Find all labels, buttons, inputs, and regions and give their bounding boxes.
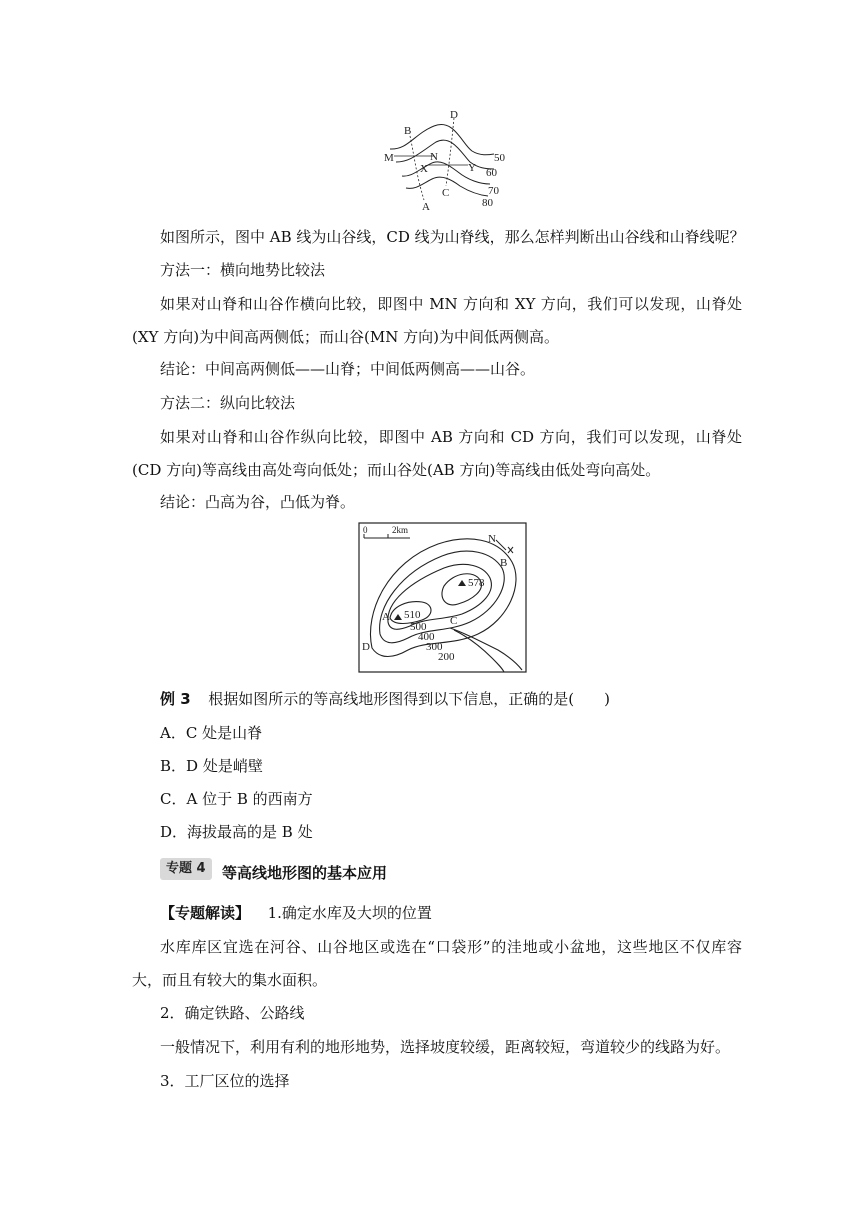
contour-label-80: 80 xyxy=(482,197,493,209)
example-label: 例 3 xyxy=(160,690,191,708)
topic-title: 等高线地形图的基本应用 xyxy=(222,864,388,882)
example-question xyxy=(160,688,770,710)
contour-label-500: 500 xyxy=(410,621,427,633)
contour-label-400: 400 xyxy=(418,631,435,643)
label-y: Y xyxy=(468,162,476,174)
contour-label-50: 50 xyxy=(494,152,505,164)
item2-title: 2．确定铁路、公路线 xyxy=(160,1004,305,1022)
contour-figure-ridge-valley xyxy=(376,104,526,216)
option-d: D．海拔最高的是 B 处 xyxy=(160,823,313,841)
label-m: M xyxy=(384,152,394,164)
example-question-text: 根据如图所示的等高线地形图得到以下信息，正确的是( ) xyxy=(208,690,610,708)
method2-title: 方法二：纵向比较法 xyxy=(160,394,296,412)
scale-zero: 0 xyxy=(363,525,368,535)
label-c: C xyxy=(442,187,450,199)
label-d-map: D xyxy=(362,641,370,653)
label-n-map: N xyxy=(488,533,496,545)
label-peak-578: 578 xyxy=(468,577,485,589)
label-d: D xyxy=(450,109,458,121)
label-n: N xyxy=(430,151,438,163)
label-peak-510: 510 xyxy=(404,609,421,621)
item1-title: 1.确定水库及大坝的位置 xyxy=(267,904,432,922)
conclusion1: 结论：中间高两侧低——山脊；中间低两侧高——山谷。 xyxy=(160,360,536,378)
contour-label-70: 70 xyxy=(488,185,499,197)
option-b: B．D 处是峭壁 xyxy=(160,757,263,775)
label-b: B xyxy=(404,125,412,137)
topic-badge: 专题 4 xyxy=(160,858,212,880)
item2-body: 一般情况下，利用有利的地形地势，选择坡度较缓，距离较短，弯道较少的线路为好。 xyxy=(160,1038,731,1056)
ridge-line-cd xyxy=(446,118,454,186)
label-a-map: A xyxy=(382,611,390,623)
scale-label: 2km xyxy=(392,525,409,535)
topic-reading xyxy=(160,902,770,924)
label-b-map: B xyxy=(500,557,508,569)
method1-title: 方法一：横向地势比较法 xyxy=(160,261,326,279)
reading-label: 【专题解读】 xyxy=(160,904,251,922)
conclusion2: 结论：凸高为谷，凸低为脊。 xyxy=(160,493,356,511)
label-x: X xyxy=(420,163,428,175)
option-a: A．C 处是山脊 xyxy=(160,724,263,742)
label-a: A xyxy=(422,201,430,213)
topographic-map-figure xyxy=(358,522,528,674)
label-c-map: C xyxy=(450,615,458,627)
contour-label-300: 300 xyxy=(426,641,443,653)
paragraph-intro: 如图所示，图中 AB 线为山谷线，CD 线为山脊线，那么怎样判断出山谷线和山脊线呢？ xyxy=(160,228,745,246)
method2-body: 如果对山脊和山谷作纵向比较，即图中 AB 方向和 CD 方向，我们可以发现，山脊处(CD 方向)等高线由高处弯向低处；而山谷处(AB 方向)等高线由低处弯向高处。 xyxy=(132,428,742,479)
contour-label-60: 60 xyxy=(486,167,497,179)
contour-label-200: 200 xyxy=(438,651,455,663)
option-c: C．A 位于 B 的西南方 xyxy=(160,790,313,808)
item1-body: 水库库区宜选在河谷、山谷地区或选在“口袋形”的洼地或小盆地，这些地区不仅库容大，而且有较大的集水面积。 xyxy=(132,938,742,989)
method1-body: 如果对山脊和山谷作横向比较，即图中 MN 方向和 XY 方向，我们可以发现，山脊处(XY 方向)为中间高两侧低；而山谷(MN 方向)为中间低两侧高。 xyxy=(132,295,742,346)
item3-title: 3．工厂区位的选择 xyxy=(160,1072,290,1090)
